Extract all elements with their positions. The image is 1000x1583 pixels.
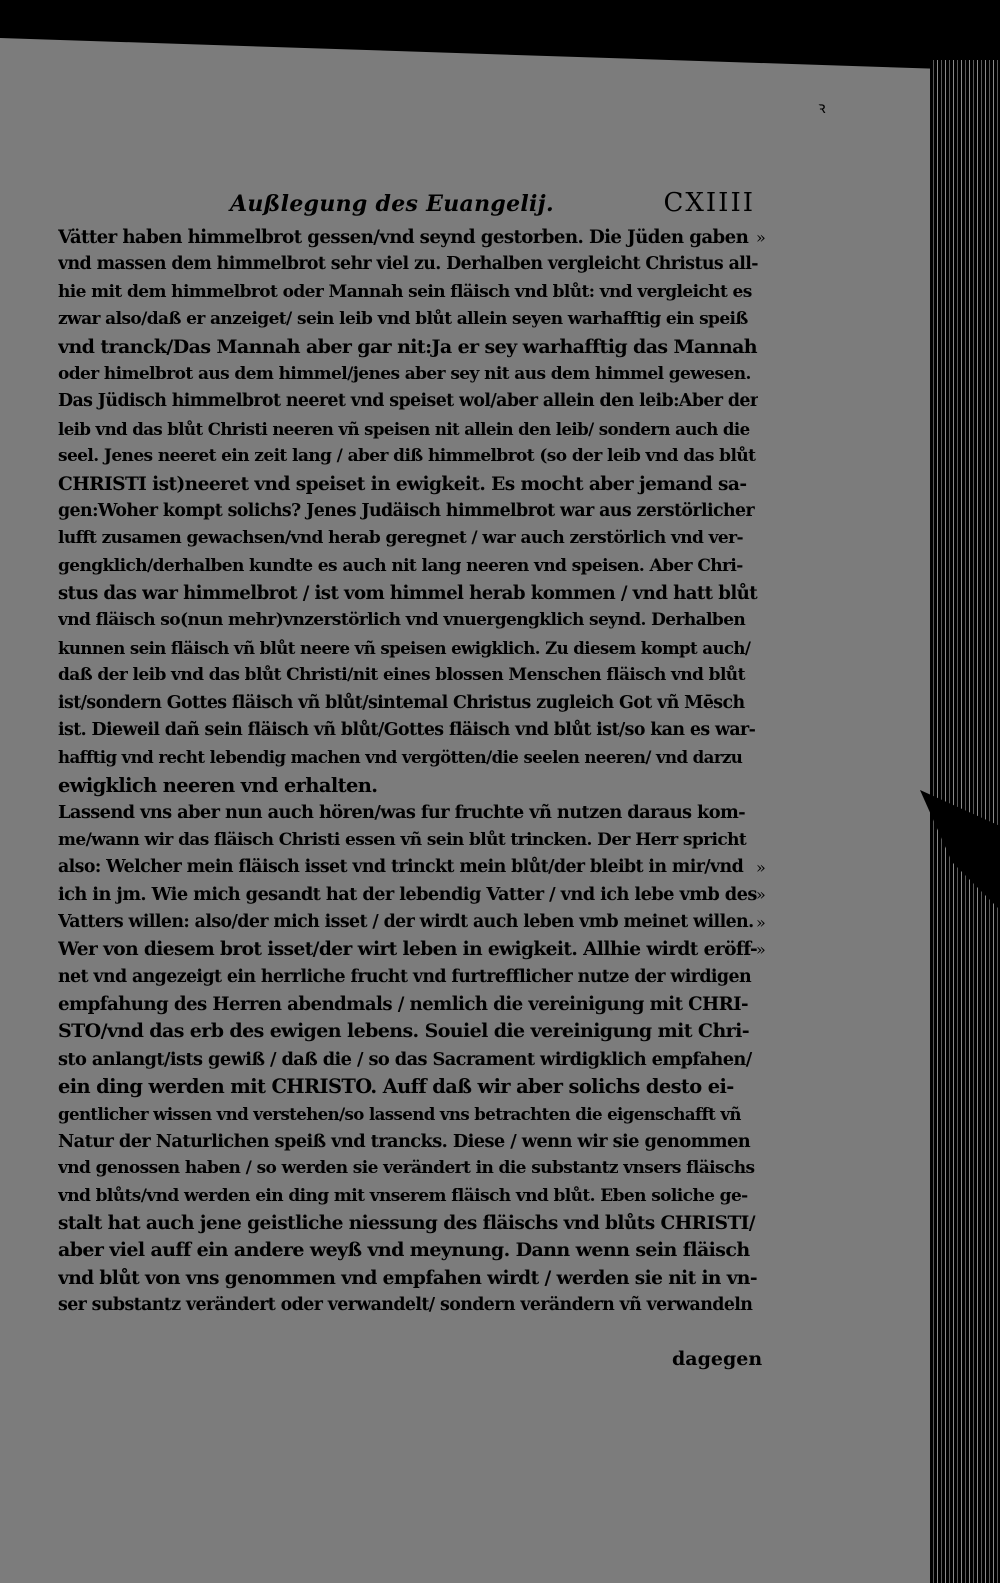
margin-mark: [756, 498, 786, 525]
text-line: Natur der Naturlichen speiß vnd trancks. Diese / wenn wir sie genommen: [58, 1130, 751, 1152]
text-line: Vatters willen: also/der mich isset / der wirdt auch leben vmb meinet willen.: [58, 911, 754, 932]
catchword: dagegen: [672, 1348, 763, 1370]
margin-mark: [756, 607, 786, 634]
text-line: CHRISTI ist)neeret vnd speiset in ewigkeit. Es mocht aber jemand sa-: [58, 473, 747, 495]
margin-mark: »: [756, 912, 766, 932]
text-line: daß der leib vnd das blůt Christi/nit eines blossen Menschen fläisch vnd blůt: [58, 665, 745, 686]
margin-mark: [756, 1101, 786, 1128]
margin-mark: [756, 334, 786, 361]
text-line: stalt hat auch jene geistliche niessung des fläischs vnd blůts CHRISTI/: [58, 1213, 755, 1235]
text-line: stus das war himmelbrot / ist vom himmel herab kommen / vnd hatt blůt: [58, 583, 758, 605]
margin-mark: »: [756, 885, 766, 905]
margin-mark: [756, 306, 786, 333]
margin-mark: [756, 1210, 786, 1237]
margin-mark: [756, 443, 786, 470]
margin-mark: »: [756, 857, 766, 877]
margin-mark: [756, 525, 786, 552]
folio-number: CXIIII: [663, 188, 755, 218]
text-line: vnd massen dem himmelbrot sehr viel zu. Derhalben vergleicht Christus all-: [58, 254, 758, 275]
margin-mark: [756, 1018, 786, 1045]
text-line: STO/vnd das erb des ewigen lebens. Souiel die vereinigung mit Chri-: [58, 1020, 749, 1043]
margin-mark: [756, 580, 786, 607]
margin-mark: [756, 279, 786, 306]
text-line: ich in jm. Wie mich gesandt hat der lebendig Vatter / vnd ich lebe vmb des: [58, 884, 757, 906]
margin-mark: [756, 1046, 786, 1073]
margin-mark: [756, 1128, 786, 1155]
text-line: Das Jüdisch himmelbrot neeret vnd speiset wol/aber allein den leib:Aber der: [58, 391, 758, 412]
text-line: net vnd angezeigt ein herrliche frucht vnd furtrefflicher nutze der wirdigen: [58, 966, 751, 987]
text-line: seel. Jenes neeret ein zeit lang / aber diß himmelbrot (so der leib vnd das blůt: [58, 446, 756, 467]
text-line: vnd genossen haben / so werden sie verändert in die substantz vnsers fläischs: [58, 1158, 755, 1179]
text-line: oder himelbrot aus dem himmel/jenes aber sey nit aus dem himmel gewesen.: [58, 363, 751, 384]
margin-mark: [756, 662, 786, 689]
margin-mark: »: [756, 228, 766, 247]
margin-mark: [756, 635, 786, 662]
margin-mark: »: [756, 940, 766, 960]
margin-mark: [756, 416, 786, 443]
text-line: vnd blůt von vns genommen vnd empfahen wirdt / werden sie nit in vn-: [58, 1267, 757, 1289]
text-line: hie mit dem himmelbrot oder Mannah sein fläisch vnd blůt: vnd vergleicht es: [58, 281, 752, 302]
corner-mark: ꝛ: [818, 98, 826, 117]
margin-mark: [756, 744, 786, 771]
text-line: ser substantz verändert oder verwandelt/ sondern verändern vñ verwandeln: [58, 1295, 753, 1316]
margin-mark: [756, 471, 786, 498]
margin-mark: [756, 799, 786, 826]
margin-mark: [756, 361, 786, 388]
margin-mark: [756, 1155, 786, 1182]
text-line: me/wann wir das fläisch Christi essen vñ sein blůt trincken. Der Herr spricht: [58, 829, 747, 850]
text-line: zwar also/daß er anzeiget/ sein leib vnd blůt allein seyen warhafftig ein speiß: [58, 309, 748, 330]
margin-mark: [756, 1237, 786, 1264]
margin-mark: [756, 251, 786, 278]
body-text: [58, 224, 758, 1320]
text-line: ewigklich neeren vnd erhalten.: [58, 773, 378, 797]
margin-mark: [756, 827, 786, 854]
margin-mark: [756, 388, 786, 415]
text-line: Lassend vns aber nun auch hören/was fur fruchte vñ nutzen daraus kom-: [58, 802, 746, 824]
margin-quote-marks: [756, 224, 786, 1320]
page-header: [230, 188, 755, 218]
margin-mark: [756, 553, 786, 580]
text-line: Vätter haben himmelbrot gessen/vnd seynd gestorben. Die Jüden gaben: [58, 227, 749, 248]
text-line: hafftig vnd recht lebendig machen vnd vergötten/die seelen neeren/ vnd darzu: [58, 747, 743, 768]
margin-mark: [756, 1292, 786, 1319]
text-line: vnd tranck/Das Mannah aber gar nit:Ja er sey warhafftig das Mannah: [58, 335, 758, 358]
text-line: ein ding werden mit CHRISTO. Auff daß wir aber solichs desto ei-: [58, 1075, 734, 1099]
text-line: ist/sondern Gottes fläisch vñ blůt/sintemal Christus zugleich Got vñ Mēsch: [58, 692, 745, 713]
text-line: kunnen sein fläisch vñ blůt neere vñ speisen ewigklich. Zu diesem kompt auch/: [58, 637, 751, 658]
margin-mark: [756, 964, 786, 991]
running-title: Außlegung des Euangelij.: [230, 191, 554, 217]
text-line: vnd blůts/vnd werden ein ding mit vnserem fläisch vnd blůt. Eben soliche ge-: [58, 1185, 748, 1206]
text-line: lufft zusamen gewachsen/vnd herab geregnet / war auch zerstörlich vnd ver-: [58, 528, 743, 549]
text-line: Wer von diesem brot isset/der wirt leben in ewigkeit. Allhie wirdt eröff-: [58, 939, 758, 961]
text-line: empfahung des Herren abendmals / nemlich die vereinigung mit CHRI-: [58, 993, 748, 1015]
text-line: gentlicher wissen vnd verstehen/so lassend vns betrachten die eigenschafft vñ: [58, 1103, 741, 1124]
margin-mark: [756, 1265, 786, 1292]
text-line: leib vnd das blůt Christi neeren vñ speisen nit allein den leib/ sondern auch die: [58, 418, 750, 439]
text-line: gen:Woher kompt solichs? Jenes Judäisch himmelbrot war aus zerstörlicher: [58, 500, 755, 521]
text-line: vnd fläisch so(nun mehr)vnzerstörlich vnd vnuergengklich seynd. Derhalben: [58, 610, 746, 631]
text-line: gengklich/derhalben kundte es auch nit lang neeren vnd speisen. Aber Chri-: [58, 555, 743, 576]
text-line: also: Welcher mein fläisch isset vnd trinckt mein blůt/der bleibt in mir/vnd: [58, 856, 744, 877]
margin-mark: [756, 1073, 786, 1100]
margin-mark: [756, 772, 786, 799]
margin-mark: [756, 991, 786, 1018]
margin-mark: [756, 717, 786, 744]
text-line: aber viel auff ein andere weyß vnd meynung. Dann wenn sein fläisch: [58, 1239, 750, 1262]
text-line: ist. Dieweil dañ sein fläisch vñ blůt/Gottes fläisch vnd blůt ist/so kan es war-: [58, 720, 756, 741]
margin-mark: [756, 690, 786, 717]
text-line: sto anlangt/ists gewiß / daß die / so das Sacrament wirdigklich empfahen/: [58, 1048, 752, 1070]
margin-mark: [756, 1183, 786, 1210]
